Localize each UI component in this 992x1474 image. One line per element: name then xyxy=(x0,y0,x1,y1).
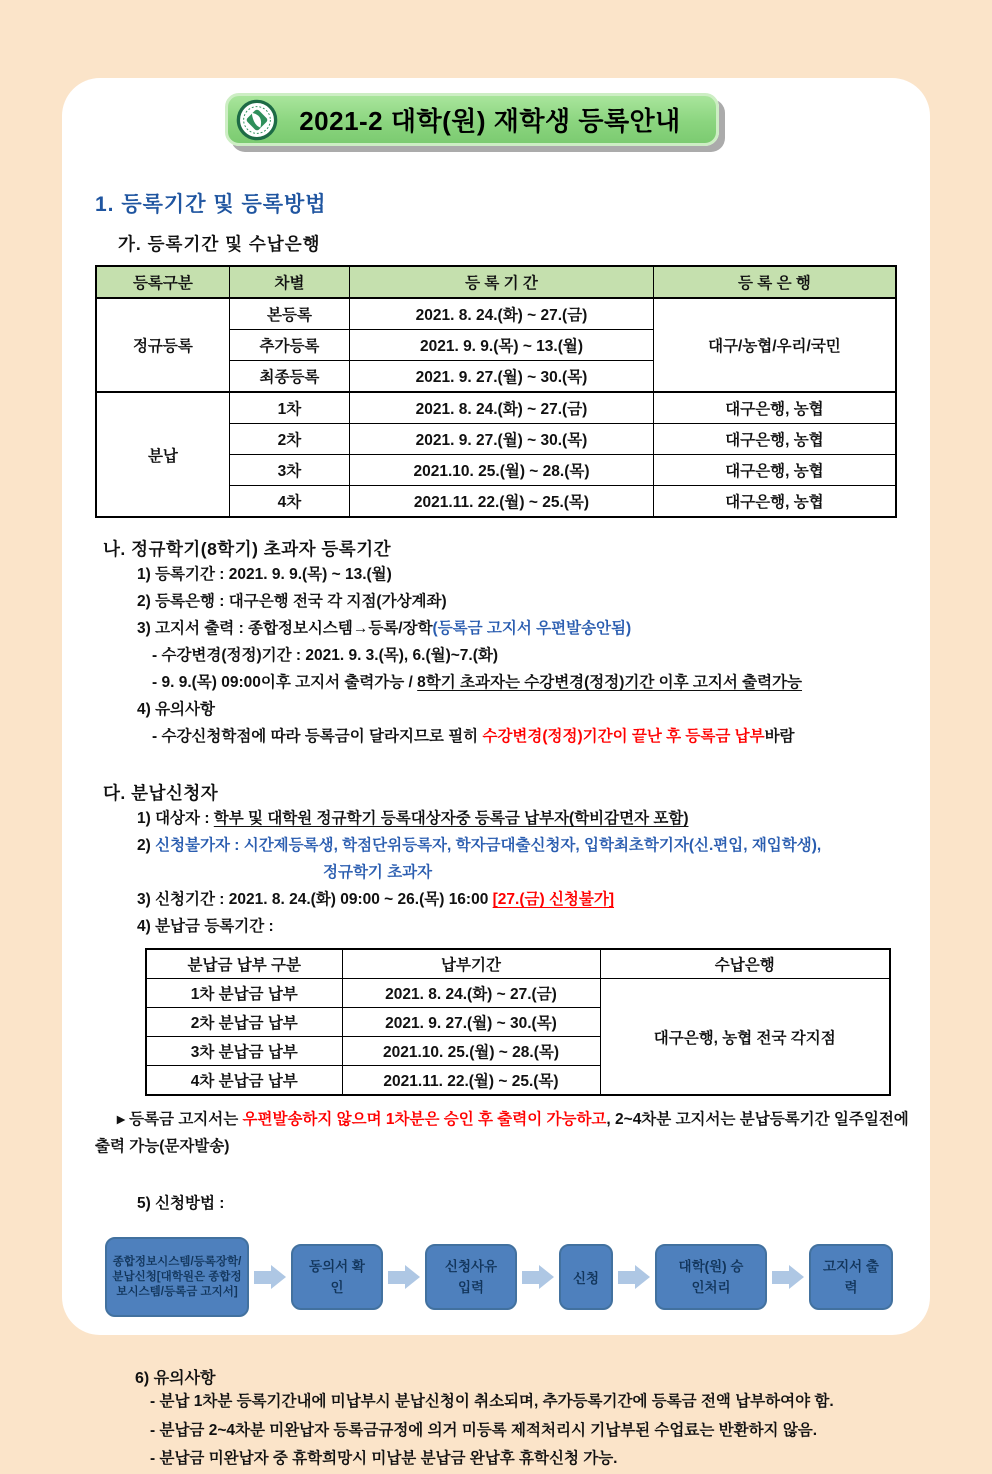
da-item-3 xyxy=(137,886,916,913)
da-item-2 xyxy=(137,832,916,859)
column-header: 등 록 기 간 xyxy=(350,266,654,298)
da-item-3-text: 3) 신청기간 : 2021. 8. 24.(화) 09:00 ~ 26.(목) 16:00 xyxy=(137,891,493,908)
caution-dash-3: - 분납금 미완납자 중 휴학희망시 미납분 분납금 완납후 휴학신청 가능. xyxy=(150,1450,618,1467)
triangle-bullet-icon: ▸ xyxy=(117,1111,130,1128)
table-row xyxy=(96,298,896,330)
table-cell: 최종등록 xyxy=(229,361,349,393)
da-item-1-label: 1) 대상자 : xyxy=(137,810,214,827)
flow-step-approval: 대학(원) 승인처리 xyxy=(655,1244,767,1310)
table-cell: 대구은행, 농협 xyxy=(653,424,896,455)
flow-step-system: 종합정보시스템/등록장학/분납신청[대학원은 종합정보시스템/등록금 고지서] xyxy=(105,1237,249,1317)
na-dash-3 xyxy=(152,723,916,750)
flow-arrow-icon xyxy=(388,1265,420,1289)
table-cell: 2021. 9. 27.(월) ~ 30.(목) xyxy=(342,1008,600,1037)
table-cell: 4차 xyxy=(229,486,349,518)
note-text-2: , 2~4차분 고지서는 분납등록기간 일주일전에 출력 가능(문자발송) xyxy=(95,1111,909,1155)
table-cell: 2021.10. 25.(월) ~ 28.(목) xyxy=(350,455,654,486)
na-item-3-note: (등록금 고지서 우편발송안됨) xyxy=(432,620,632,637)
section-1-heading: 1. 등록기간 및 등록방법 xyxy=(95,193,327,216)
table-cell: 3차 xyxy=(229,455,349,486)
flow-arrow-icon xyxy=(522,1265,554,1289)
na-item-3 xyxy=(137,615,916,642)
flow-step-reason: 신청사유 입력 xyxy=(425,1244,517,1310)
caution-heading: 6) 유의사항 xyxy=(135,1370,216,1387)
note-alert: 우편발송하지 않으며 1차분은 승인 후 출력이 가능하고 xyxy=(242,1111,607,1128)
flow-arrow-icon xyxy=(254,1265,286,1289)
table-cell: 4차 분납금 납부 xyxy=(146,1066,342,1096)
da-item-3-alert: [27.(금) 신청불가] xyxy=(492,891,615,908)
table-cell: 1차 분납금 납부 xyxy=(146,979,342,1008)
table-cell: 2021.11. 22.(월) ~ 25.(목) xyxy=(350,486,654,518)
da-item-2-restricted: 신청불가자 : 시간제등록생, 학점단위등록자, 학자금대출신청자, 입학최초학기자(신.편입, 재입학생), xyxy=(155,837,822,854)
application-flow-diagram xyxy=(105,1237,916,1317)
table-cell: 2021.10. 25.(월) ~ 28.(목) xyxy=(342,1037,600,1066)
da-item-5: 5) 신청방법 : xyxy=(137,1195,225,1212)
subsection-da-heading: 다. 분납신청자 xyxy=(103,783,219,803)
table-cell: 2021. 8. 24.(화) ~ 27.(금) xyxy=(350,392,654,424)
flow-step-print: 고지서 출력 xyxy=(809,1244,893,1310)
table-cell: 2021. 9. 9.(목) ~ 13.(월) xyxy=(350,330,654,361)
caution-dash-1: - 분납 1차분 등록기간내에 미납부시 분납신청이 취소되며, 추가등록기간에 등록금 전액 납부하여야 함. xyxy=(150,1393,834,1410)
table-row xyxy=(146,979,890,1008)
column-header: 차별 xyxy=(229,266,349,298)
university-logo-icon xyxy=(236,99,278,141)
table-cell: 3차 분납금 납부 xyxy=(146,1037,342,1066)
table-cell: 2차 분납금 납부 xyxy=(146,1008,342,1037)
table-row xyxy=(96,392,896,424)
na-dash-2-text: - 9. 9.(목) 09:00이후 고지서 출력가능 / xyxy=(152,674,418,691)
subsection-na-heading: 나. 정규학기(8학기) 초과자 등록기간 xyxy=(103,539,392,559)
table-cell: 대구은행, 농협 xyxy=(653,486,896,518)
table-cell: 2021. 8. 24.(화) ~ 27.(금) xyxy=(350,298,654,330)
da-item-2-label: 2) xyxy=(137,837,156,854)
column-header: 분납금 납부 구분 xyxy=(146,949,342,979)
na-dash-2 xyxy=(152,669,916,696)
na-dash-2-underline: 8학기 초과자는 수강변경(정정)기간 이후 고지서 출력가능 xyxy=(417,674,803,691)
da-item-4: 4) 분납금 등록기간 : xyxy=(137,918,274,935)
na-dash-3-text: - 수강신청학점에 따라 등록금이 달라지므로 필히 xyxy=(152,728,483,745)
registration-period-table xyxy=(95,265,897,518)
column-header: 수납은행 xyxy=(600,949,890,979)
na-item-3-text: 3) 고지서 출력 : 종합정보시스템→등록/장학 xyxy=(137,620,433,637)
table-header-row xyxy=(146,949,890,979)
bill-note xyxy=(95,1106,916,1160)
na-dash-3-alert: 수강변경(정정)기간이 끝난 후 등록금 납부 xyxy=(482,728,765,745)
na-dash-1: - 수강변경(정정)기간 : 2021. 9. 3.(목), 6.(월)~7.(화) xyxy=(152,647,499,664)
na-item-2: 2) 등록은행 : 대구은행 전국 각 지점(가상계좌) xyxy=(137,593,447,610)
flow-step-apply: 신청 xyxy=(559,1244,613,1310)
table-cell: 대구은행, 농협 xyxy=(653,455,896,486)
table-header-row xyxy=(96,266,896,298)
content-panel xyxy=(62,78,930,1467)
note-text-1: 등록금 고지서는 xyxy=(129,1111,243,1128)
table-cell: 2차 xyxy=(229,424,349,455)
table-cell: 2021. 9. 27.(월) ~ 30.(목) xyxy=(350,361,654,393)
table-cell: 정규등록 xyxy=(96,298,229,392)
table-cell: 2021. 9. 27.(월) ~ 30.(목) xyxy=(350,424,654,455)
caution-dash-2: - 분납금 2~4차분 미완납자 등록금규정에 의거 미등록 제적처리시 기납부된 수업료는 반환하지 않음. xyxy=(150,1421,818,1439)
column-header: 등 록 은 행 xyxy=(653,266,896,298)
da-item-2-continued: 정규학기 초과자 xyxy=(323,864,433,881)
flow-step-consent: 동의서 확인 xyxy=(291,1244,383,1310)
flow-arrow-icon xyxy=(618,1265,650,1289)
column-header: 등록구분 xyxy=(96,266,229,298)
installment-payment-table xyxy=(145,948,891,1096)
na-item-1: 1) 등록기간 : 2021. 9. 9.(목) ~ 13.(월) xyxy=(137,566,392,583)
da-item-1 xyxy=(137,805,916,832)
flow-arrow-icon xyxy=(772,1265,804,1289)
table-cell: 대구/농협/우리/국민 xyxy=(653,298,896,392)
table-cell: 추가등록 xyxy=(229,330,349,361)
subsection-ga-heading: 가. 등록기간 및 수납은행 xyxy=(118,234,321,254)
na-dash-3-tail: 바람 xyxy=(764,728,795,745)
table-cell: 대구은행, 농협 xyxy=(653,392,896,424)
da-item-1-target: 학부 및 대학원 정규학기 등록대상자중 등록금 납부자(학비감면자 포함) xyxy=(213,810,689,827)
table-cell: 1차 xyxy=(229,392,349,424)
na-item-4: 4) 유의사항 xyxy=(137,701,215,718)
table-cell: 본등록 xyxy=(229,298,349,330)
page-title: 2021-2 대학(원) 재학생 등록안내 xyxy=(299,106,681,136)
table-cell: 분납 xyxy=(96,392,229,517)
column-header: 납부기간 xyxy=(342,949,600,979)
table-cell: 2021. 8. 24.(화) ~ 27.(금) xyxy=(342,979,600,1008)
title-banner xyxy=(225,93,719,146)
table-cell: 대구은행, 농협 전국 각지점 xyxy=(600,979,890,1096)
table-cell: 2021.11. 22.(월) ~ 25.(목) xyxy=(342,1066,600,1096)
